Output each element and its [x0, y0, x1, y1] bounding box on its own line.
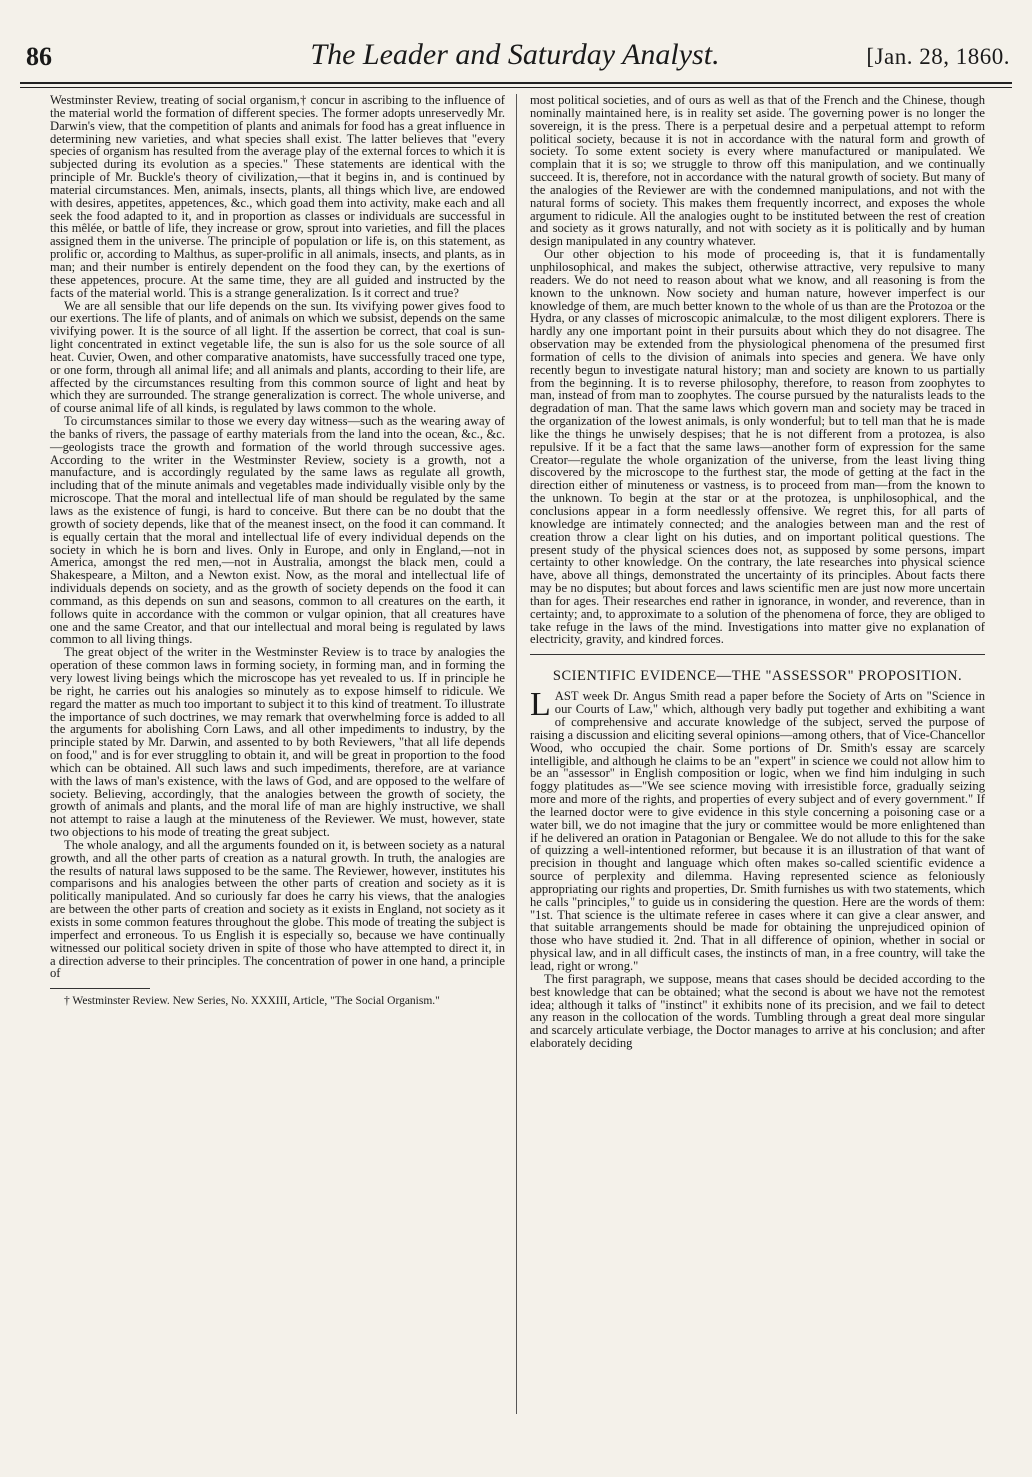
- issue-date: [Jan. 28, 1860.: [866, 44, 1010, 69]
- right-column: [530, 94, 985, 1050]
- page-number: 86: [26, 42, 52, 71]
- section-title: SCIENTIFIC EVIDENCE—THE "ASSESSOR" PROPOSITION.: [552, 668, 963, 685]
- paragraph: The great object of the writer in the Westminster Review is to trace by analogies the operation of these common laws in forming society, in forming man, and in forming the very lowest living beings which the microscope has yet revealed to us. If in principle he be right, he carries out his analogies so minutely as to expose himself to ridicule. We regard the matter as much too important to subject it to this kind of treatment. To illustrate the importance of such doctrines, we may remark that overwhelming force is added to all the arguments for abolishing Corn Laws, and all other impediments to industry, by the principle stated by Mr. Darwin, and assented to by both Reviewers, "that all life depends on food," and is for ever struggling to obtain it, and will be great in proportion to the food which can be obtained. All such laws and such impediments, therefore, are at variance with the laws of man's existence, with the laws of God, and are opposed to the welfare of society. Believing, accordingly, that the analogies between the growth of society, the growth of animals and plants, and the moral life of man are highly instructive, we shall not attempt to raise a laugh at the minuteness of the Reviewer. We must, however, state two objections to his mode of treating the great subject.: [50, 645, 505, 840]
- paragraph: most political societies, and of ours as well as that of the French and the Chinese, though nominally maintained here, is in reality set aside. The governing power is no longer the sovereign, it is the press. There is a perpetual desire and a perpetual attempt to reform political society, because it is not in accordance with the natural form and growth of society. To some extent society is every where manufactured or manipulated. We complain that it is so; we struggle to throw off this manipulation, and we continually succeed. It is, therefore, not in accordance with the natural growth of society. But many of the analogies of the Reviewer are with the condemned manipulations, and not with the natural forms of society. This makes them frequently incorrect, and exposes the whole argument to ridicule. All the analogies ought to be instituted between the rest of creation and society as it grows naturally, and not with society as it is politically and by human design manipulated in any country whatever.: [530, 93, 985, 249]
- column-divider: [516, 94, 517, 1414]
- section-paragraph-text: AST week Dr. Angus Smith read a paper before the Society of Arts on "Science in our Courts of Law," which, although very badly put together and exhibiting a want of comprehensive and accurate knowledge of the subject, served the purpose of raising a discussion and eliciting several opinions—among others, that of Vice-Chancellor Wood, who occupied the chair. Some portions of Dr. Smith's essay are scarcely intelligible, and although he claims to be an "expert" in science we could not allow him to be an "assessor" in English composition or logic, when we find him indulging in such foggy platitudes as—"We see science moving with irresistible force, gradually seizing more and more of the rights, and properties of every subject and of every government." If the learned doctor were to give evidence in this style concerning a poisoning case or a water bill, we do not imagine that the jury or committee would be more enlightened than if he delivered an oration in Patagonian or Bengalee. We do not allude to this for the sake of quizzing a well-intentioned reformer, but because it is an illustration of that want of precision in thought and language which often makes so-called scientific evidence a source of perplexity and dilemma. Having represented science as feloniously appropriating our rights and properties, Dr. Smith furnishes us with two statements, which he calls "principles," to guide us in considering the question. Here are the words of them: "1st. That science is the ultimate referee in cases where it can give a clear answer, and that suitable arrangements should be made for obtaining the unprejudiced opinion of those who have studied it. 2nd. That in all difference of opinion, whether in social or physical law, and in all difficult cases, the instincts of man, in a free country, will take the lead, right or wrong.": [530, 689, 985, 973]
- page-header: [20, 36, 1010, 76]
- left-column: [50, 94, 505, 1008]
- paragraph: Our other objection to his mode of proceeding is, that it is fundamentally unphilosophical, and makes the subject, otherwise attractive, very repulsive to many readers. We do not need to reason about what we know, and all reasoning is from the known to the unknown. Now society and human nature, however imperfect is our knowledge of them, are much better known to the whole of us than are the Protozoa or the Hydra, or any classes of microscopic animalculæ, to the most diligent explorers. There is hardly any one important point in their pursuits about which they do not disagree. The observation may be extended from the physiological phenomena of the presumed first formation of cells to the division of animals into species and genera. We have only recently begun to investigate natural history; man and society are known to us partially from the beginning. It is to reverse philosophy, therefore, to reason from zoophytes to man, instead of from man to zoophytes. The course pursued by the naturalists leads to the degradation of man. That the same laws which govern man and society may be traced in the organization of the lowest animals, is only wonderful; but to tell man that he is made like the things he unwisely despises; that he is not different from a protozea, is also repulsive. If it be a fact that the same laws—another form of expression for the same Creator—regulate the whole organization of the universe, from the least living thing discovered by the microscope to the furthest star, the mode of getting at the fact in the direction either of minuteness or vastness, is to proceed from man—from the known to the unknown. To begin at the star or at the protozea, is unphilosophical, and the conclusions appear in a form needlessly offensive. We regret this, for all parts of knowledge are intimately connected; and the analogies between man and the rest of creation throw a clear light on his duties, and on important political questions. The present study of the physical sciences does not, as supposed by some persons, impart certainty to other knowledge. On the contrary, the late researches into physical science have, above all things, demonstrated the uncertainty of its principles. About facts there may be no disputes; but about forces and laws scientific men are just now more uncertain than for ages. Their researches end rather in ignorance, in wonder, and reverence, than in certainty; and, to approximate to a solution of the phenomena of force, they are obliged to take refuge in the laws of the mind. Investigations into matter give no explanation of electricity, gravity, and kindred forces.: [530, 247, 985, 647]
- section-rule: [530, 654, 985, 655]
- footnote-rule: [50, 988, 150, 989]
- paragraph: The whole analogy, and all the arguments founded on it, is between society as a natural growth, and all the other parts of creation as a natural growth. In truth, the analogies are the results of natural laws supposed to be the same. The Reviewer, however, institutes his comparisons and his analogies between the other parts of creation and society as it is politically manipulated. And so curiously far does he carry his views, that the analogies are between the other parts of creation and society as it exists in England, not society as it exists in some common features throughout the globe. This mode of treating the subject is imperfect and erroneous. To us English it is especially so, because we have continually witnessed our political society driven in spite of those who have attempted to direct it, in a direction adverse to their principles. The concentration of power in one hand, a principle of: [50, 837, 505, 981]
- section-paragraph: [530, 686, 985, 973]
- masthead-title: The Leader and Saturday Analyst.: [310, 38, 720, 71]
- paragraph: Westminster Review, treating of social organism,† concur in ascribing to the influence of the material world the formation of different species. The former adopts unreservedly Mr. Darwin's view, that the competition of plants and animals for food has a great influence in determining new varieties, and what species shall exist. The latter believes that "every species of organism has resulted from the average play of the external forces to which it is subjected during its evolution as a species." These statements are identical with the principle of Mr. Buckle's theory of civilization,—that it begins in, and is continued by material circumstances. Men, animals, insects, plants, all things which live, are endowed with desires, appetites, appetences, &c., which goad them into activity, make each and all seek the food adapted to it, and in proportion as classes or individuals are successful in this mêlée, or battle of life, they increase or grow, sprout into varieties, and fill the places assigned them in the universe. The principle of population or life is, on this statement, as prolific or, according to Malthus, as super-prolific in all animals, insects, and plants, as in man; and their number is entirely dependent on the food they can, by the exertions of these appetences, procure. At the same time, they are all guided and instructed by the facts of the material world. This is a strange generalization. Is it correct and true?: [50, 93, 505, 300]
- paragraph: We are all sensible that our life depends on the sun. Its vivifying power gives food to our exertions. The life of plants, and of animals on which we subsist, depends on the same vivifying power. It is the source of all light. If the assertion be correct, that coal is sun-light concentrated in extinct vegetable life, the sun is also for us the sole source of all heat. Cuvier, Owen, and other comparative anatomists, have successfully traced one type, or one form, through all animal life; and all animals and plants, according to their life, are affected by the circumstances resulting from this common source of light and heat by which they are surrounded. The strange generalization is correct. The whole universe, and of course animal life of all kinds, is regulated by laws common to the whole.: [50, 298, 505, 416]
- footnote: † Westminster Review. New Series, No. XXXIII, Article, "The Social Organism.": [64, 995, 440, 1008]
- header-rule: [20, 82, 1012, 88]
- paragraph: To circumstances similar to those we every day witness—such as the wearing away of the banks of rivers, the passage of earthy materials from the land into the ocean, &c., &c.—geologists trace the growth and formation of the world through successive ages. According to the writer in the Westminster Review, society is a growth, not a manufacture, and is accordingly regulated by the same laws as regulate all growth, including that of the minute animals and vegetables made individually visible only by the microscope. That the moral and intellectual life of man should be regulated by the same laws as the existence of fungi, is hard to conceive. But there can be no doubt that the growth of society depends, like that of the meanest insect, on the food it can command. It is equally certain that the moral and intellectual life of every individual depends on the society in which he is born and lives. Only in Europe, and only in England,—not in America, amongst the red men,—not in Australia, amongst the black men, could a Shakespeare, a Milton, and a Newton exist. Now, as the moral and intellectual life of individuals depends on society, and as the growth of society depends on the food it can command, as this depends on sun and seasons, common to all creatures on the earth, it follows quite in accordance with the common or vulgar opinion, that all creatures have one and the same Creator, and that our intellectual and moral being is regulated by laws common to all living things.: [50, 414, 505, 647]
- drop-cap: L: [530, 686, 551, 724]
- paragraph: The first paragraph, we suppose, means that cases should be decided according to the best knowledge that can be obtained; what the second is about we have not the remotest idea; although it talks of "instinct" it exhibits none of its precision, and we fail to detect any reason in the collocation of the words. Tumbling through a great deal more singular and scarcely articulate verbiage, the Doctor manages to arrive at his conclusion; and after elaborately deciding: [530, 971, 985, 1051]
